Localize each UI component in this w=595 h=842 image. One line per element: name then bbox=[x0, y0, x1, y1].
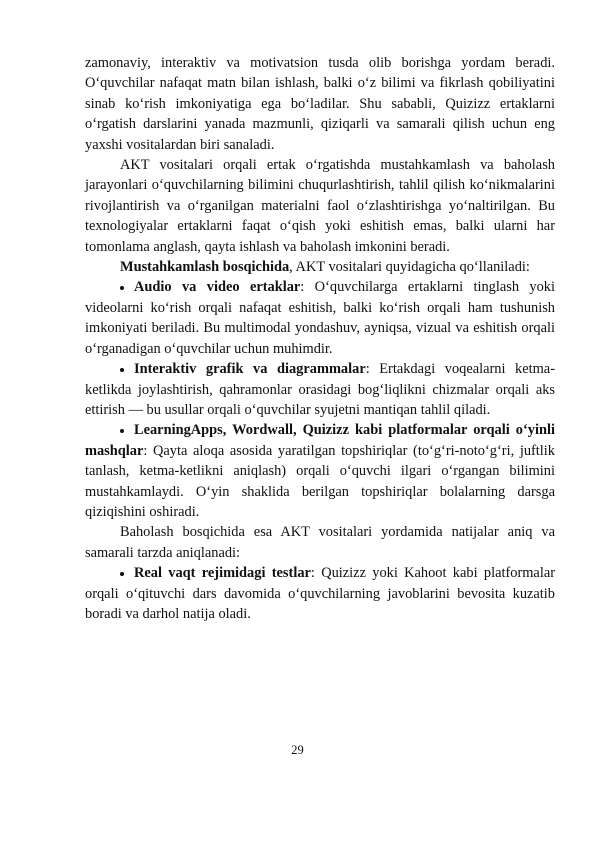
bullet-item-bold: Audio va video ertaklar bbox=[134, 279, 301, 296]
bullet-item-realtime-tests bbox=[85, 563, 555, 624]
paragraph-1: zamonaviy, interaktiv va motivatsion tusda olib borishga yordam beradi. O‘quvchilar nafaqat matn bilan ishlash, balki o‘z bilimi va fikrlash qobiliyatini sinab ko‘rish imkoniyatiga ega bo‘ladilar. Shu sababli, Quizizz ertaklarni o‘rgatish darslarini yanada mazmunli, qiziqarli va samarali qilish uchun eng yaxshi vositalardan biri sanaladi. bbox=[85, 55, 555, 153]
bullet-item-bold: Interaktiv grafik va diagrammalar bbox=[134, 361, 366, 378]
paragraph-4: Baholash bosqichida esa AKT vositalari yordamida natijalar aniq va samarali tarzda aniqlanadi: bbox=[85, 524, 555, 561]
bullet-item-audio-video bbox=[85, 277, 555, 359]
paragraph-3 bbox=[85, 257, 555, 277]
paragraph-2: AKT vositalari orqali ertak o‘rgatishda mustahkamlash va baholash jarayonlari o‘quvchilarning bilimini chuqurlashtirish, tahlil qilish ko‘nikmalarini rivojlantirish va o‘rganilgan materialni faol o‘zlashtirishga yo‘naltirilgan. Bu texnologiyalar ertaklarni faqat o‘qish yoki eshitish emas, balki ularni har tomonlama anglash, qayta ishlash va baholash imkonini beradi. bbox=[85, 157, 555, 255]
bullet-icon bbox=[120, 429, 124, 433]
paragraph-3-text: , AKT vositalari quyidagicha qo‘llaniladi: bbox=[289, 259, 530, 276]
bullet-item-text: : Quizizz yoki Kahoot kabi platformalar orqali o‘qituvchi dars davomida o‘quvchilarning javoblarini bevosita kuzatib boradi va darhol natija oladi. bbox=[85, 565, 555, 622]
bullet-item-platforms bbox=[85, 420, 555, 522]
bullet-item-text: : Qayta aloqa asosida yaratilgan topshiriqlar (to‘g‘ri-noto‘g‘ri, juftlik tanlash, ketma-ketlikni aniqlash) orqali o‘quvchi ilgari o‘rgangan bilimini mustahkamlaydi. O‘yin shaklida berilgan topshiriqlar bolalarning darsga qiziqishini oshiradi. bbox=[85, 442, 555, 520]
bullet-item-text: : O‘quvchilarga ertaklarni tinglash yoki videolarni ko‘rish orqali nafaqat eshitish, balki ko‘rish orqali ham tushunish imkoniyati beriladi. Bu multimodal yondashuv, ayniqsa, vizual va eshitish orqali o‘rganadigan o‘quvchilar uchun muhimdir. bbox=[85, 279, 555, 357]
page-number: 29 bbox=[291, 743, 304, 757]
page-body bbox=[85, 53, 555, 624]
bullet-item-bold: LearningApps, Wordwall, Quizizz kabi platformalar orqali o‘yinli mashqlar bbox=[85, 422, 555, 459]
bullet-icon bbox=[120, 286, 124, 290]
bullet-item-bold: Real vaqt rejimidagi testlar bbox=[134, 565, 311, 582]
bullet-icon bbox=[120, 572, 124, 576]
paragraph-3-bold: Mustahkamlash bosqichida bbox=[120, 259, 290, 276]
bullet-item-text: : Ertakdagi voqealarni ketma-ketlikda joylashtirish, qahramonlar orasidagi bog‘liqlikni chizmalar orqali aks ettirish — bu usullar orqali o‘quvchilar syujetni mantiqan tahlil qiladi. bbox=[85, 361, 555, 418]
bullet-item-interactive-graphics bbox=[85, 359, 555, 420]
bullet-icon bbox=[120, 368, 124, 372]
